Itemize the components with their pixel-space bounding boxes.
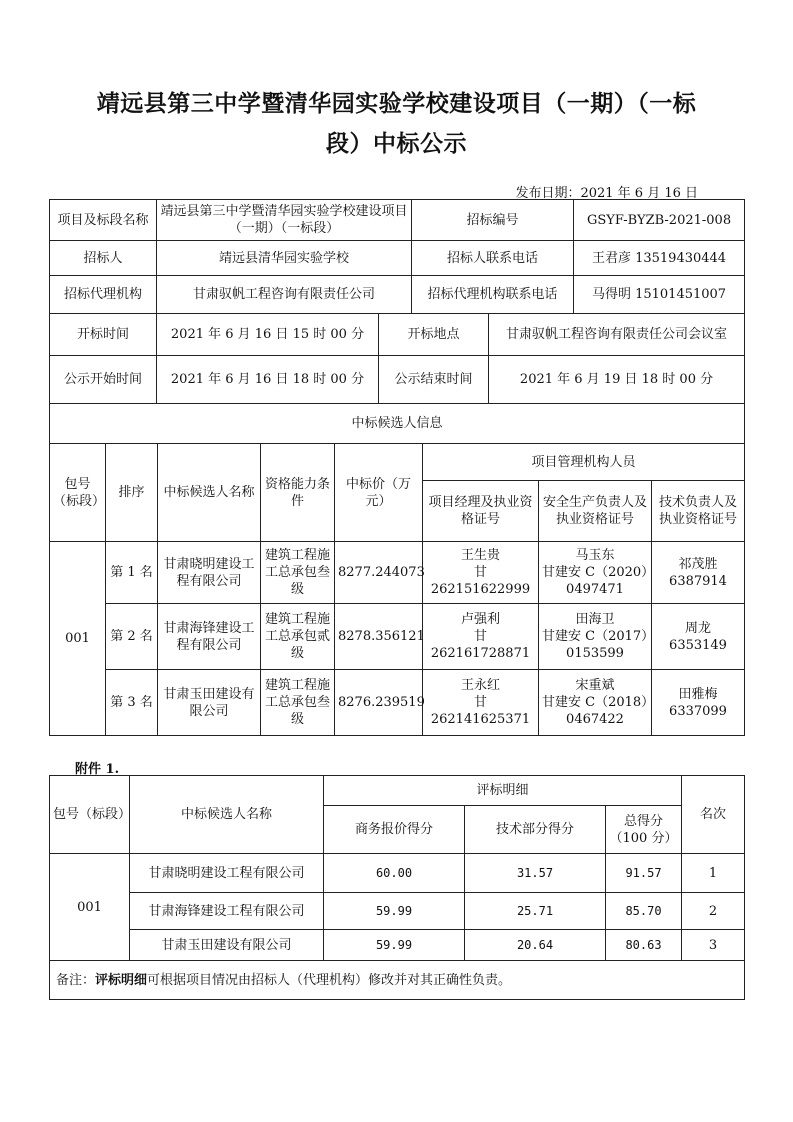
candidate-row: [50, 670, 745, 736]
eval-business: 59.99: [324, 893, 465, 930]
project-label: 项目及标段名称: [50, 200, 157, 241]
tech-cert: 6353149: [669, 637, 727, 653]
eval-business: 60.00: [324, 854, 465, 893]
candidate-name: 甘肃海锋建设工程有限公司: [158, 604, 261, 670]
header-rank: 排序: [106, 444, 158, 542]
eval-technical: 25.71: [465, 893, 606, 930]
eval-total: 80.63: [606, 930, 682, 961]
safety-cert: 甘建安 C（2020）: [542, 565, 655, 580]
candidate-row: [50, 604, 745, 670]
candidate-name: 甘肃晓明建设工程有限公司: [158, 542, 261, 604]
agency-phone-label: 招标代理机构联系电话: [412, 276, 574, 314]
eval-header-detail: 评标明细: [324, 776, 682, 806]
project-info-table: [49, 199, 745, 404]
candidate-price: 8278.356121: [335, 604, 423, 670]
candidate-price: 8277.244073: [335, 542, 423, 604]
project-value: 靖远县第三中学暨清华园实验学校建设项目（一期）（一标段）: [157, 200, 412, 241]
candidate-qualification: 建筑工程施工总承包叁级: [261, 670, 335, 736]
candidates-table: [49, 403, 745, 736]
pm-name: 王生贵: [460, 548, 500, 563]
eval-rank: 2: [682, 893, 745, 930]
pub-end-value: 2021 年 6 月 19 日 18 时 00 分: [489, 356, 745, 404]
safety-name: 马玉东: [575, 548, 615, 563]
header-safety: 安全生产负责人及执业资格证号: [539, 481, 652, 542]
pub-start-label: 公示开始时间: [50, 356, 157, 404]
eval-rank: 1: [682, 854, 745, 893]
open-time-value: 2021 年 6 月 16 日 15 时 00 分: [157, 314, 379, 356]
tenderer-phone-value: 王君彦 13519430444: [574, 241, 745, 276]
header-tech: 技术负责人及执业资格证号: [652, 481, 745, 542]
tech-name: 周龙: [685, 620, 712, 636]
note-bold: 评标明细: [95, 972, 148, 988]
candidate-safety: [539, 542, 655, 604]
safety-cert: 甘建安 C（2017）: [542, 629, 655, 644]
candidates-section-title: 中标候选人信息: [50, 404, 745, 444]
eval-header-rank: 名次: [682, 776, 745, 854]
candidate-tech: [652, 604, 745, 670]
safety-cert-no: 0497471: [566, 582, 624, 597]
eval-note: [50, 961, 745, 1000]
eval-business: 59.99: [324, 930, 465, 961]
header-qualification: 资格能力条件: [261, 444, 335, 542]
eval-row: [50, 930, 745, 961]
safety-name: 田海卫: [575, 612, 615, 627]
title-line-1: 靖远县第三中学暨清华园实验学校建设项目（一期）（一标: [96, 91, 697, 117]
candidate-rank: 第 3 名: [106, 670, 158, 736]
tenderer-value: 靖远县清华园实验学校: [157, 241, 412, 276]
eval-name: 甘肃玉田建设有限公司: [130, 930, 324, 961]
pub-end-label: 公示结束时间: [379, 356, 489, 404]
pm-name: 卢强利: [460, 612, 500, 627]
candidate-pm: [423, 670, 539, 736]
agency-phone-value: 马得明 15101451007: [574, 276, 745, 314]
open-place-label: 开标地点: [379, 314, 489, 356]
eval-header-name: 中标候选人名称: [130, 776, 324, 854]
candidate-name: 甘肃玉田建设有限公司: [158, 670, 261, 736]
pm-name: 王永红: [460, 678, 500, 693]
note-prefix: 备注：: [56, 972, 96, 988]
note-text: 可根据项目情况由招标人（代理机构）修改并对其正确性负责。: [147, 972, 512, 988]
tenderer-phone-label: 招标人联系电话: [412, 241, 574, 276]
eval-package-no: 001: [50, 854, 130, 961]
eval-name: 甘肃海锋建设工程有限公司: [130, 893, 324, 930]
candidate-price: 8276.239519: [335, 670, 423, 736]
header-package: 包号（标段）: [50, 444, 106, 542]
candidate-safety: [539, 670, 655, 736]
eval-total: 91.57: [606, 854, 682, 893]
attachment-label: 附件 1.: [75, 762, 120, 777]
safety-cert-no: 0153599: [566, 646, 624, 661]
pub-start-value: 2021 年 6 月 16 日 18 时 00 分: [157, 356, 379, 404]
pm-cert: 甘 262161728871: [430, 629, 531, 661]
candidate-pm: [423, 604, 539, 670]
page-title: [40, 84, 753, 164]
eval-header-technical: 技术部分得分: [465, 806, 606, 854]
agency-value: 甘肃驭帆工程咨询有限责任公司: [157, 276, 412, 314]
eval-name: 甘肃晓明建设工程有限公司: [130, 854, 324, 893]
candidate-pm: [423, 542, 539, 604]
candidate-tech: [652, 542, 745, 604]
pm-cert: 甘 262141625371: [430, 695, 531, 727]
tender-no-label: 招标编号: [412, 200, 574, 241]
safety-cert: 甘建安 C（2018）: [542, 695, 655, 710]
eval-rank: 3: [682, 930, 745, 961]
candidate-qualification: 建筑工程施工总承包贰级: [261, 604, 335, 670]
header-pm: 项目经理及执业资格证号: [423, 481, 539, 542]
pm-cert: 甘 262151622999: [430, 565, 531, 597]
eval-row: [50, 854, 745, 893]
tech-cert: 6337099: [669, 703, 727, 719]
evaluation-table: [49, 775, 745, 1000]
header-staff: 项目管理机构人员: [423, 444, 745, 481]
eval-header-package: 包号（标段）: [50, 776, 130, 854]
candidate-rank: 第 2 名: [106, 604, 158, 670]
tech-name: 祁茂胜: [678, 556, 718, 572]
candidate-safety: [539, 604, 655, 670]
eval-technical: 20.64: [465, 930, 606, 961]
candidate-qualification: 建筑工程施工总承包叁级: [261, 542, 335, 604]
safety-cert-no: 0467422: [566, 712, 624, 727]
tech-name: 田雅梅: [678, 686, 718, 702]
safety-name: 宋重斌: [575, 678, 615, 693]
tenderer-label: 招标人: [50, 241, 157, 276]
eval-header-business: 商务报价得分: [324, 806, 465, 854]
candidate-tech: [652, 670, 745, 736]
header-name: 中标候选人名称: [158, 444, 261, 542]
open-time-label: 开标时间: [50, 314, 157, 356]
title-line-2: 段）中标公示: [326, 131, 467, 157]
package-no: 001: [50, 542, 106, 736]
open-place-value: 甘肃驭帆工程咨询有限责任公司会议室: [489, 314, 745, 356]
agency-label: 招标代理机构: [50, 276, 157, 314]
eval-technical: 31.57: [465, 854, 606, 893]
publish-date: 发布日期：2021 年 6 月 16 日: [515, 186, 698, 201]
eval-total: 85.70: [606, 893, 682, 930]
tech-cert: 6387914: [669, 573, 727, 589]
header-price: 中标价（万元）: [335, 444, 423, 542]
tender-no-value: GSYF-BYZB-2021-008: [574, 200, 745, 241]
candidate-row: [50, 542, 745, 604]
eval-header-total: 总得分（100 分）: [606, 806, 682, 854]
candidate-rank: 第 1 名: [106, 542, 158, 604]
eval-row: [50, 893, 745, 930]
